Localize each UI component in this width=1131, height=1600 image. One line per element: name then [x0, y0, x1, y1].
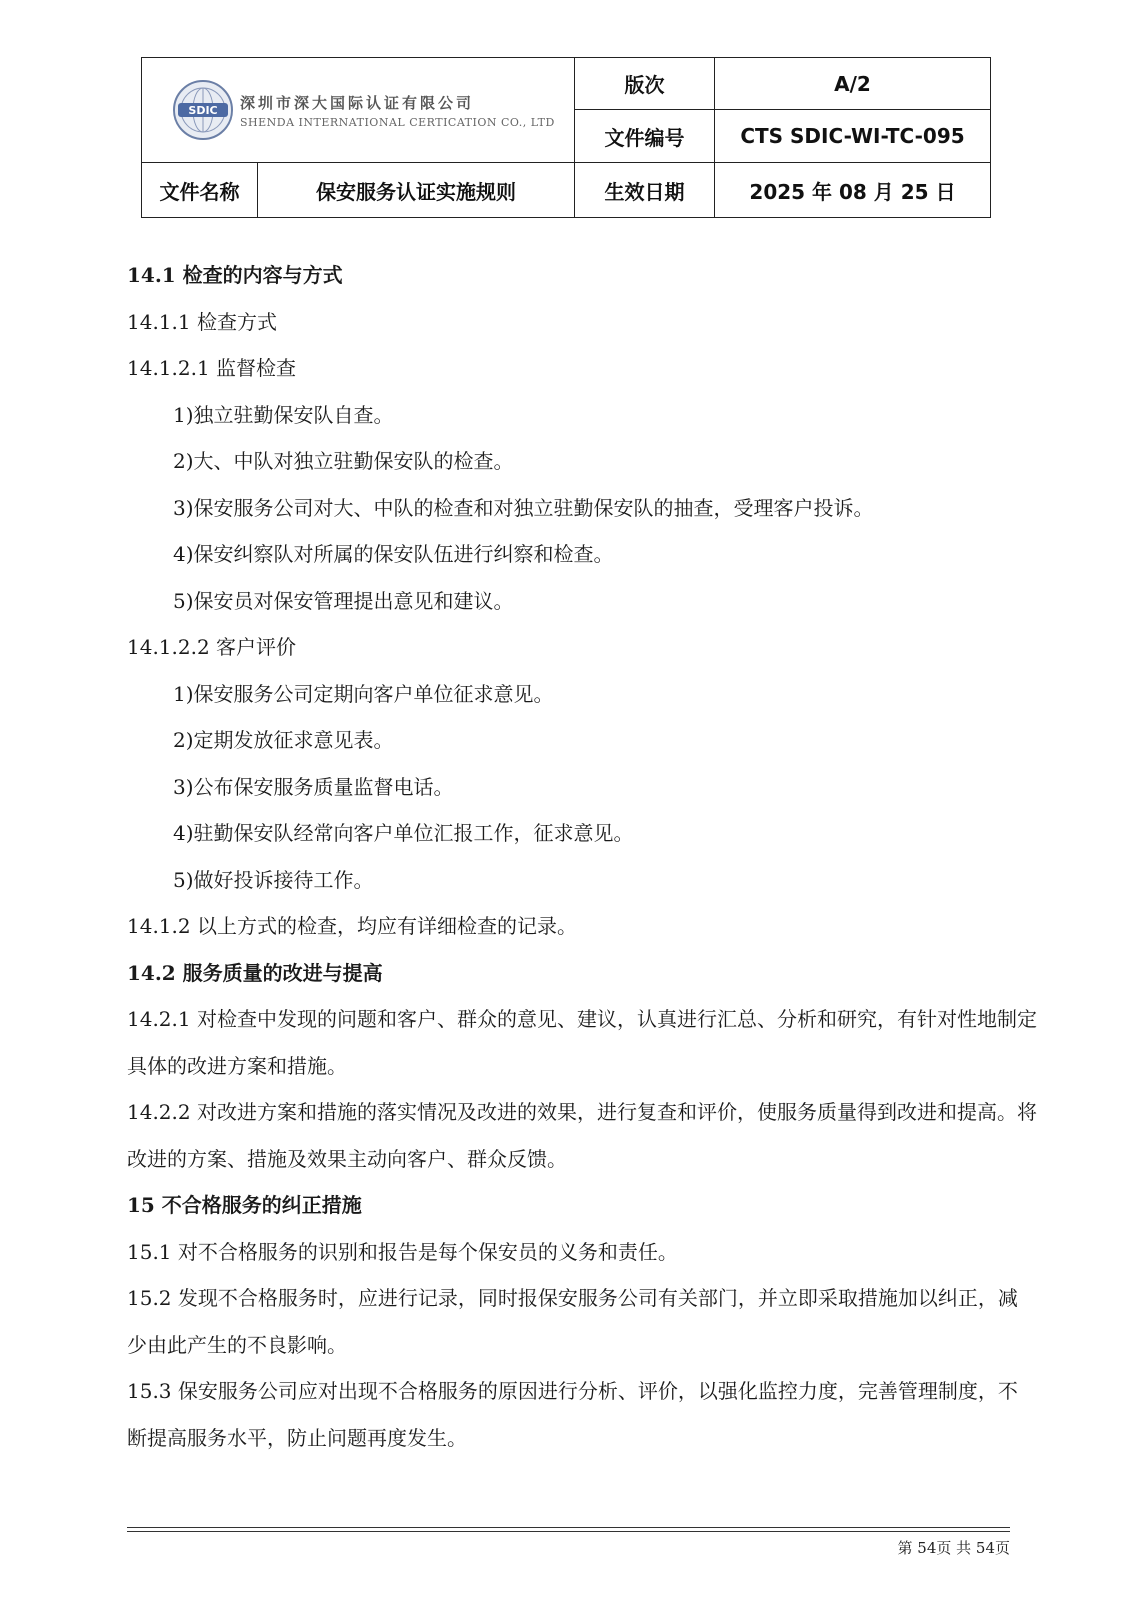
company-name-cn: 深圳市深大国际认证有限公司: [240, 93, 475, 112]
section-heading: 14.1 检查的内容与方式: [127, 263, 343, 287]
doc-number-value: CTS SDIC-WI-TC-095: [715, 110, 991, 163]
document-body: [127, 252, 1037, 1461]
effective-date-value: 2025 年 08 月 25 日: [715, 163, 991, 218]
footer-divider: [127, 1527, 1010, 1528]
paragraph: 3)公布保安服务质量监督电话。: [173, 774, 454, 799]
paragraph: 14.1.1 检查方式: [127, 309, 277, 334]
paragraph: 14.1.2.2 客户评价: [127, 635, 297, 659]
page-number: 第 54页 共 54页: [897, 1539, 1010, 1557]
company-name-en: SHENDA INTERNATIONAL CERTICATION CO., LTD: [240, 115, 555, 129]
paragraph: 5)做好投诉接待工作。: [173, 867, 374, 892]
version-label: 版次: [575, 58, 715, 110]
paragraph: 2)大、中队对独立驻勤保安队的检查。: [173, 449, 514, 473]
paragraph: 15.1 对不合格服务的识别和报告是每个保安员的义务和责任。: [127, 1239, 678, 1264]
paragraph: 15.2 发现不合格服务时，应进行记录，同时报保安服务公司有关部门，并立即采取措施加以纠正，减少由此产生的不良影响。: [127, 1286, 1018, 1357]
company-logo-cell: [142, 58, 575, 163]
version-value: A/2: [715, 58, 991, 110]
paragraph: 3)保安服务公司对大、中队的检查和对独立驻勤保安队的抽查，受理客户投诉。: [173, 495, 874, 520]
document-header-table: [141, 57, 991, 218]
paragraph: 14.2.2 对改进方案和措施的落实情况及改进的效果，进行复查和评价，使服务质量得到改进和提高。将改进的方案、措施及效果主动向客户、群众反馈。: [127, 1100, 1037, 1171]
paragraph: 4)保安纠察队对所属的保安队伍进行纠察和检查。: [173, 542, 614, 566]
paragraph: 4)驻勤保安队经常向客户单位汇报工作，征求意见。: [173, 821, 634, 845]
paragraph: 1)独立驻勤保安队自查。: [173, 402, 394, 427]
doc-name-value: 保安服务认证实施规则: [258, 163, 575, 218]
paragraph: 14.2.1 对检查中发现的问题和客户、群众的意见、建议，认真进行汇总、分析和研究，有针对性地制定具体的改进方案和措施。: [127, 1007, 1037, 1078]
paragraph: 1)保安服务公司定期向客户单位征求意见。: [173, 681, 554, 706]
paragraph: 14.1.2.1 监督检查: [127, 356, 297, 380]
logo-text: SDIC: [188, 104, 218, 117]
doc-name-label: 文件名称: [142, 163, 258, 218]
section-heading: 14.2 服务质量的改进与提高: [127, 960, 383, 985]
doc-number-label: 文件编号: [575, 110, 715, 163]
paragraph: 2)定期发放征求意见表。: [173, 728, 394, 752]
footer-divider-thin: [127, 1531, 1010, 1532]
paragraph: 14.1.2 以上方式的检查，均应有详细检查的记录。: [127, 914, 577, 938]
effective-date-label: 生效日期: [575, 163, 715, 218]
paragraph: 5)保安员对保安管理提出意见和建议。: [173, 588, 514, 613]
paragraph: 15.3 保安服务公司应对出现不合格服务的原因进行分析、评价，以强化监控力度，完善管理制度，不断提高服务水平，防止问题再度发生。: [127, 1379, 1018, 1450]
section-heading: 15 不合格服务的纠正措施: [127, 1193, 362, 1217]
globe-logo-icon: [172, 79, 234, 141]
